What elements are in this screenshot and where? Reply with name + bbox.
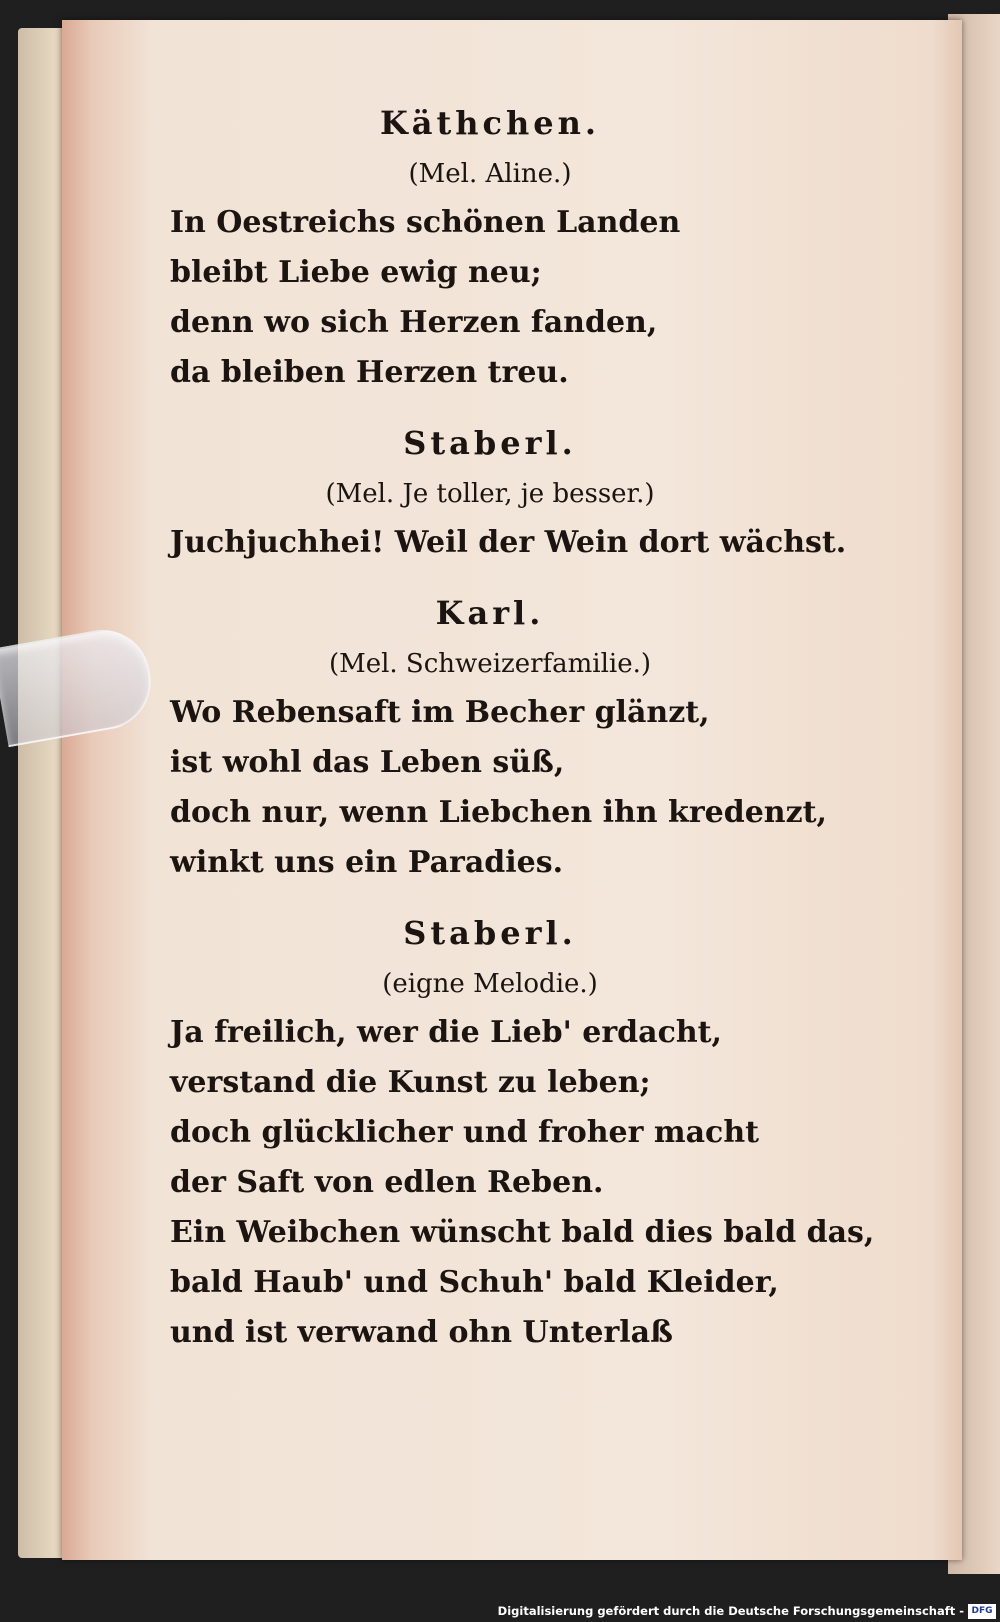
verse-line: Ein Weibchen wünscht bald dies bald das, (170, 1215, 875, 1250)
melody-note: (Mel. Je toller, je besser.) (325, 479, 655, 509)
section-staberl-1 (170, 416, 847, 568)
page-text (170, 96, 875, 1358)
melody-note: (Mel. Schweizerfamilie.) (328, 649, 652, 679)
section-staberl-2 (170, 906, 875, 1358)
section-kaethchen (170, 96, 810, 398)
dfg-logo: DFG (968, 1604, 996, 1619)
verse-line: Juchjuchhei! Weil der Wein dort wächst. (170, 525, 847, 560)
melody-note: (Mel. Aline.) (408, 159, 572, 189)
verse (170, 688, 827, 888)
verse-line: der Saft von edlen Reben. (170, 1165, 604, 1200)
section-title: Staberl. (403, 914, 577, 952)
verse (170, 198, 810, 398)
section-title: Staberl. (403, 424, 577, 462)
digitization-credit: Digitalisierung gefördert durch die Deutsche Forschungsgemeinschaft - (497, 1604, 964, 1618)
melody-note: (eigne Melodie.) (382, 969, 598, 999)
verse-line: doch glücklicher und froher macht (170, 1115, 759, 1150)
verse-line: und ist verwand ohn Unterlaß (170, 1315, 673, 1350)
verse (170, 518, 847, 568)
verse-line: denn wo sich Herzen fanden, (170, 305, 658, 340)
verse-line: winkt uns ein Paradies. (170, 845, 564, 880)
section-karl (170, 586, 827, 888)
verse-line: Ja freilich, wer die Lieb' erdacht, (170, 1015, 722, 1050)
verse-line: verstand die Kunst zu leben; (170, 1065, 651, 1100)
verse (170, 1008, 875, 1358)
section-title: Karl. (435, 594, 545, 632)
verse-line: ist wohl das Leben süß, (170, 745, 565, 780)
verse-line: doch nur, wenn Liebchen ihn kredenzt, (170, 795, 827, 830)
verse-line: Wo Rebensaft im Becher glänzt, (170, 695, 710, 730)
section-title: Käthchen. (379, 104, 601, 142)
verse-line: bald Haub' und Schuh' bald Kleider, (170, 1265, 779, 1300)
verse-line: In Oestreichs schönen Landen (170, 205, 681, 240)
verse-line: bleibt Liebe ewig neu; (170, 255, 542, 290)
verse-line: da bleiben Herzen treu. (170, 355, 569, 390)
